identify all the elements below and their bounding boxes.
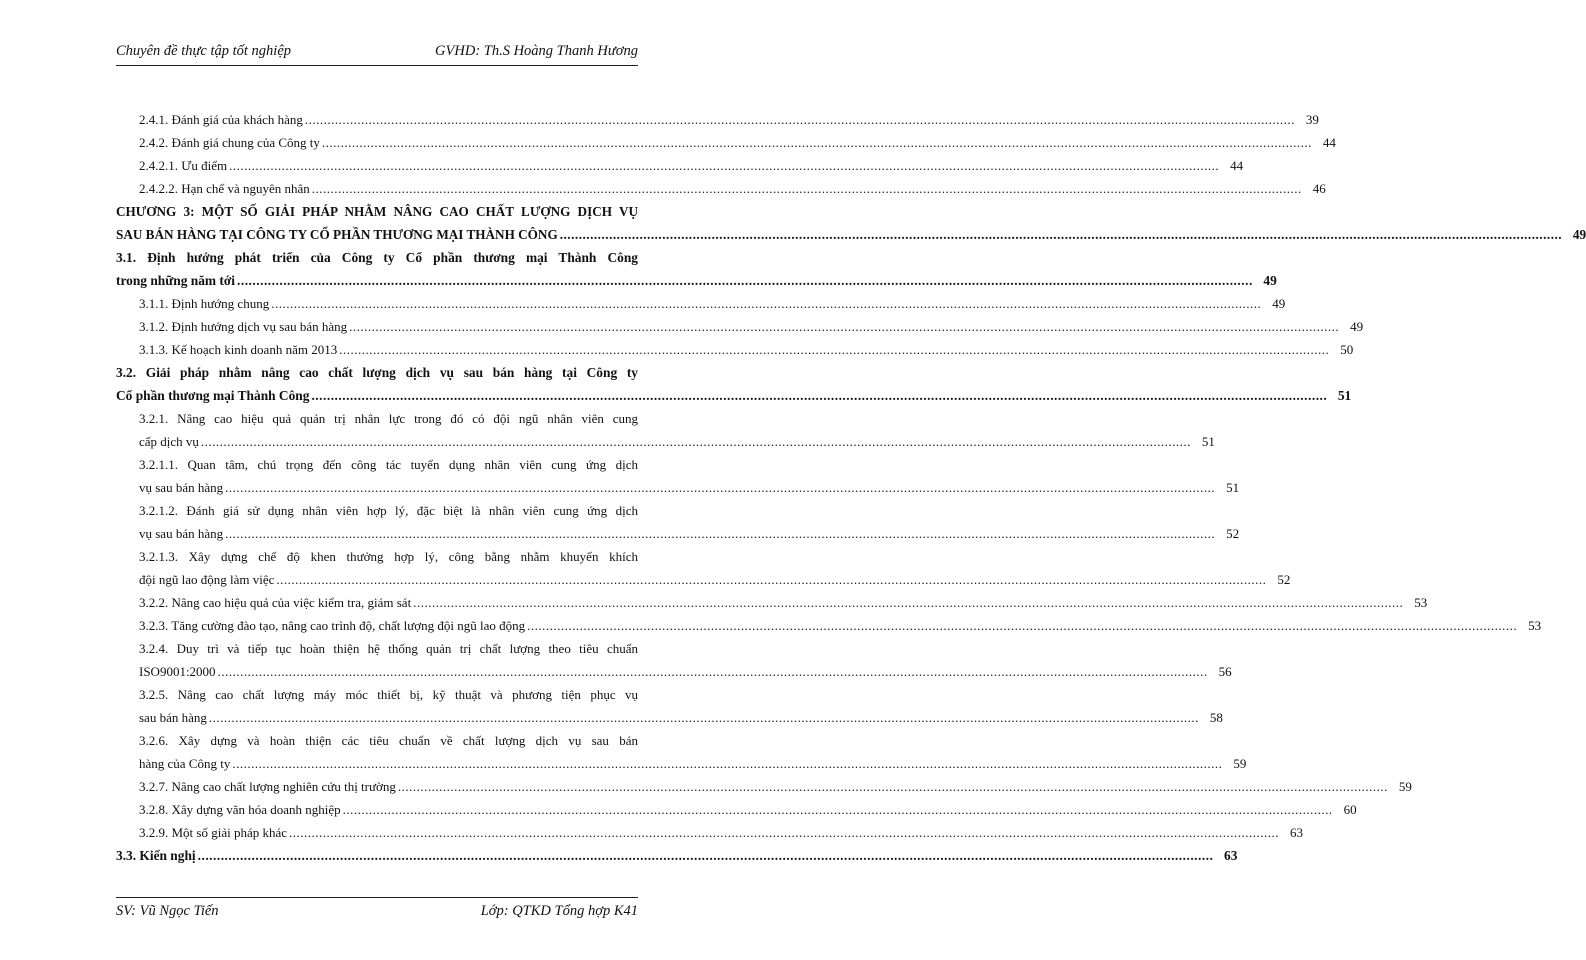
toc-entry-3-2-6[interactable] bbox=[116, 729, 1247, 775]
leader-dots: ........................................................................................................................................................................................................................................................................ bbox=[311, 181, 1302, 196]
toc-section-line2: trong những năm tới bbox=[116, 273, 236, 288]
toc-label: 3.2.3. Tăng cường đào tạo, nâng cao trình độ, chất lượng đội ngũ lao động bbox=[139, 618, 526, 633]
toc-entry-3-2-1[interactable] bbox=[116, 407, 1215, 453]
table-of-contents bbox=[116, 108, 1586, 867]
toc-section-line1: 3.1. Định hướng phát triển của Công ty Cổ phần thương mại Thành Công bbox=[116, 250, 638, 265]
toc-label-line2: vụ sau bán hàng bbox=[139, 480, 224, 495]
header-right: GVHD: Th.S Hoàng Thanh Hương bbox=[435, 43, 638, 59]
page-footer bbox=[116, 903, 638, 925]
toc-page-number: 58 bbox=[1209, 710, 1223, 725]
toc-label: 3.1.2. Định hướng dịch vụ sau bán hàng bbox=[139, 319, 348, 334]
toc-page-number: 60 bbox=[1343, 802, 1357, 817]
toc-page-number: 52 bbox=[1226, 526, 1240, 541]
toc-section-3-1[interactable] bbox=[116, 246, 1277, 292]
header-left: Chuyên đề thực tập tốt nghiệp bbox=[116, 43, 292, 59]
leader-dots: ........................................................................................................................................................................................................................................................................ bbox=[559, 227, 1563, 242]
leader-dots: ........................................................................................................................................................................................................................................................................ bbox=[276, 572, 1267, 587]
toc-label-line1: 3.2.1.1. Quan tâm, chú trọng đến công tác tuyển dụng nhân viên cung ứng dịch bbox=[139, 457, 638, 472]
toc-entry-3-2-2[interactable] bbox=[116, 591, 1428, 614]
toc-label: 3.2.8. Xây dựng văn hóa doanh nghiệp bbox=[139, 802, 341, 817]
toc-page-number: 56 bbox=[1218, 664, 1232, 679]
leader-dots: ........................................................................................................................................................................................................................................................................ bbox=[208, 710, 1199, 725]
toc-section-3-3[interactable] bbox=[116, 844, 1238, 867]
leader-dots: ........................................................................................................................................................................................................................................................................ bbox=[271, 296, 1262, 311]
toc-page-number: 63 bbox=[1290, 825, 1304, 840]
leader-dots: ........................................................................................................................................................................................................................................................................ bbox=[349, 319, 1340, 334]
toc-page-number: 51 bbox=[1337, 388, 1352, 403]
toc-section-3-2[interactable] bbox=[116, 361, 1352, 407]
toc-label: 3.2.7. Nâng cao chất lượng nghiên cứu thị trường bbox=[139, 779, 396, 794]
footer-left: SV: Vũ Ngọc Tiến bbox=[116, 903, 219, 919]
toc-entry-2-4-2-1[interactable] bbox=[116, 154, 1244, 177]
toc-section-line2: Cổ phần thương mại Thành Công bbox=[116, 388, 310, 403]
toc-entry-3-2-9[interactable] bbox=[116, 821, 1304, 844]
toc-entry-2-4-1[interactable] bbox=[116, 108, 1319, 131]
toc-label: 3.1.3. Kế hoạch kinh doanh năm 2013 bbox=[139, 342, 338, 357]
toc-label: 3.1.1. Định hướng chung bbox=[139, 296, 270, 311]
toc-chapter-3[interactable] bbox=[116, 200, 1586, 246]
leader-dots: ........................................................................................................................................................................................................................................................................ bbox=[342, 802, 1333, 817]
toc-entry-3-2-8[interactable] bbox=[116, 798, 1357, 821]
toc-page-number: 49 bbox=[1272, 296, 1286, 311]
toc-page-number: 49 bbox=[1572, 227, 1586, 242]
toc-label-line2: sau bán hàng bbox=[139, 710, 207, 725]
toc-page-number: 53 bbox=[1414, 595, 1428, 610]
toc-page-number: 52 bbox=[1277, 572, 1291, 587]
leader-dots: ........................................................................................................................................................................................................................................................................ bbox=[311, 388, 1328, 403]
toc-label-line1: 3.2.6. Xây dựng và hoàn thiện các tiêu chuẩn về chất lượng dịch vụ sau bán bbox=[139, 733, 638, 748]
footer-divider bbox=[116, 897, 638, 898]
toc-page-number: 49 bbox=[1263, 273, 1277, 288]
toc-entry-3-2-3[interactable] bbox=[116, 614, 1542, 637]
toc-entry-3-2-1-2[interactable] bbox=[116, 499, 1240, 545]
toc-page-number: 63 bbox=[1224, 848, 1238, 863]
toc-page-number: 53 bbox=[1528, 618, 1542, 633]
toc-chapter-line1: CHƯƠNG 3: MỘT SỐ GIẢI PHÁP NHẰM NÂNG CAO CHẤT LƯỢNG DỊCH VỤ bbox=[116, 204, 638, 219]
toc-page-number: 51 bbox=[1201, 434, 1215, 449]
toc-label: 2.4.2. Đánh giá chung của Công ty bbox=[139, 135, 320, 150]
toc-label: 2.4.2.1. Ưu điểm bbox=[139, 158, 228, 173]
toc-label-line2: hàng của Công ty bbox=[139, 756, 231, 771]
toc-page-number: 39 bbox=[1305, 112, 1319, 127]
toc-entry-2-4-2[interactable] bbox=[116, 131, 1336, 154]
page-header bbox=[116, 43, 638, 66]
leader-dots: ........................................................................................................................................................................................................................................................................ bbox=[232, 756, 1223, 771]
toc-entry-3-2-1-3[interactable] bbox=[116, 545, 1291, 591]
leader-dots: ........................................................................................................................................................................................................................................................................ bbox=[413, 595, 1404, 610]
toc-label: 2.4.1. Đánh giá của khách hàng bbox=[139, 112, 303, 127]
toc-label-line1: 3.2.1.3. Xây dựng chế độ khen thưởng hợp lý, công bằng nhằm khuyến khích bbox=[139, 549, 638, 564]
toc-section-label: 3.3. Kiến nghị bbox=[116, 848, 196, 863]
footer-right: Lớp: QTKD Tổng hợp K41 bbox=[480, 903, 638, 919]
toc-chapter-line2: SAU BÁN HÀNG TẠI CÔNG TY CỔ PHẦN THƯƠNG MẠI THÀNH CÔNG bbox=[116, 227, 558, 242]
toc-entry-3-1-3[interactable] bbox=[116, 338, 1354, 361]
toc-label-line2: đội ngũ lao động làm việc bbox=[139, 572, 275, 587]
toc-page-number: 51 bbox=[1226, 480, 1240, 495]
leader-dots: ........................................................................................................................................................................................................................................................................ bbox=[339, 342, 1330, 357]
toc-page-number: 50 bbox=[1340, 342, 1354, 357]
toc-page-number: 44 bbox=[1322, 135, 1336, 150]
toc-page-number: 44 bbox=[1230, 158, 1244, 173]
toc-page-number: 49 bbox=[1350, 319, 1364, 334]
leader-dots: ........................................................................................................................................................................................................................................................................ bbox=[225, 480, 1216, 495]
toc-entry-3-1-2[interactable] bbox=[116, 315, 1364, 338]
toc-section-line1: 3.2. Giải pháp nhằm nâng cao chất lượng dịch vụ sau bán hàng tại Công ty bbox=[116, 365, 638, 380]
toc-label-line1: 3.2.1. Nâng cao hiệu quả quản trị nhân lực trong đó có đội ngũ nhân viên cung bbox=[139, 411, 638, 426]
leader-dots: ........................................................................................................................................................................................................................................................................ bbox=[229, 158, 1220, 173]
toc-entry-3-2-7[interactable] bbox=[116, 775, 1412, 798]
leader-dots: ........................................................................................................................................................................................................................................................................ bbox=[289, 825, 1280, 840]
leader-dots: ........................................................................................................................................................................................................................................................................ bbox=[217, 664, 1208, 679]
leader-dots: ........................................................................................................................................................................................................................................................................ bbox=[200, 434, 1191, 449]
leader-dots: ........................................................................................................................................................................................................................................................................ bbox=[397, 779, 1388, 794]
toc-entry-3-2-5[interactable] bbox=[116, 683, 1223, 729]
toc-entry-3-2-1-1[interactable] bbox=[116, 453, 1240, 499]
leader-dots: ........................................................................................................................................................................................................................................................................ bbox=[197, 848, 1214, 863]
toc-entry-2-4-2-2[interactable] bbox=[116, 177, 1326, 200]
toc-page-number: 59 bbox=[1398, 779, 1412, 794]
toc-label-line2: cấp dịch vụ bbox=[139, 434, 199, 449]
leader-dots: ........................................................................................................................................................................................................................................................................ bbox=[225, 526, 1216, 541]
toc-label-line1: 3.2.5. Nâng cao chất lượng máy móc thiết bị, kỹ thuật và phương tiện phục vụ bbox=[139, 687, 638, 702]
toc-page-number: 46 bbox=[1312, 181, 1326, 196]
toc-label-line1: 3.2.1.2. Đánh giá sử dụng nhân viên hợp lý, đặc biệt là nhân viên cung ứng dịch bbox=[139, 503, 638, 518]
leader-dots: ........................................................................................................................................................................................................................................................................ bbox=[527, 618, 1518, 633]
toc-label-line1: 3.2.4. Duy trì và tiếp tục hoàn thiện hệ thống quản trị chất lượng theo tiêu chuẩn bbox=[139, 641, 638, 656]
leader-dots: ........................................................................................................................................................................................................................................................................ bbox=[304, 112, 1295, 127]
toc-page-number: 59 bbox=[1233, 756, 1247, 771]
toc-label: 3.2.2. Nâng cao hiệu quả của việc kiểm tra, giám sát bbox=[139, 595, 412, 610]
toc-label: 3.2.9. Một số giải pháp khác bbox=[139, 825, 288, 840]
toc-label-line2: ISO9001:2000 bbox=[139, 664, 216, 679]
leader-dots: ........................................................................................................................................................................................................................................................................ bbox=[321, 135, 1312, 150]
toc-label-line2: vụ sau bán hàng bbox=[139, 526, 224, 541]
toc-entry-3-2-4[interactable] bbox=[116, 637, 1232, 683]
toc-entry-3-1-1[interactable] bbox=[116, 292, 1286, 315]
toc-label: 2.4.2.2. Hạn chế và nguyên nhân bbox=[139, 181, 310, 196]
leader-dots: ........................................................................................................................................................................................................................................................................ bbox=[237, 273, 1253, 288]
